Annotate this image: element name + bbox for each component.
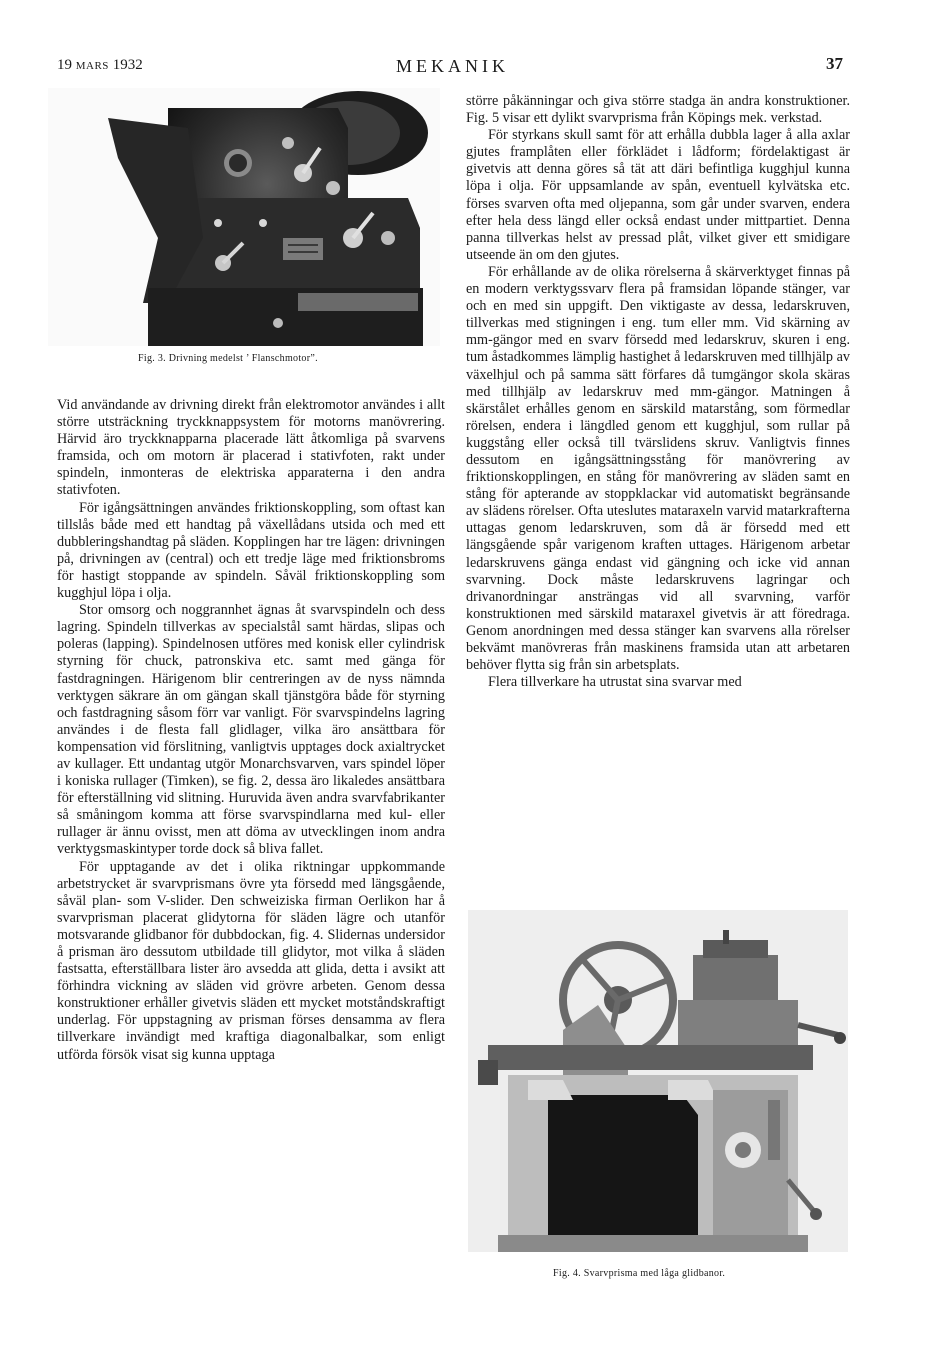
right-paragraph-1: För styrkans skull samt för att erhålla dubbla lager å alla axlar gjutes framplåten eller förklädet i lådform; fördelaktigast är givetvis att denna göres så tät att däri befintliga kugghjul kunna löpa i olja. För uppsamlande av spån, eventuell kylvätska etc. förses svarven ofta med oljepanna, som går under svarven, endera efter hela dess längd eller också endast under mittpartiet. Denna panna tillverkas helst av pressad plåt, vilket giver ett smidigare utseende än om den gjutes.: [466, 127, 850, 263]
right-column: [466, 93, 850, 691]
date-day: 19: [57, 57, 72, 73]
right-paragraph-2: För erhållande av de olika rörelserna å skärverktyget finnas på en modern verktygssvarv flera på framsidan löpande stänger, var och en med sin uppgift. Den viktigaste av dessa, ledarskruven, tillverkas med stigningen i eng. tum eller mm. Vid skärning av mm-gängor med en svarv försedd med ledarskruv, skuren i eng. tum åstadkommes lämplig hastighet å ledarskruven med tillhjälp av växelhjul och på samma sätt förfares då tumgängor skola skäras med tillhjälp av ledarskruv med mm-gängor. Matningen å skärstålet erhålles genom en särskild matarstång, som förmedlar rörelsen, endera i längdled genom ett kugghjul, som rullar på kuggstång eller också till tvärslidens skruv. Vanligtvis finnes dessutom en igångsättningsstång för manövrering av friktionskopplingen, en stång för manövrering av släden samt en stång för apterande av stoppklackar vid automatiskt begränsande av slädens rörelser. Ofta uteslutes mataraxeln varvid matarkrafterna uttagas genom ledarskruven, som då är försedd med ett längsgående spår varigenom kraften uttages. Härigenom arbetar ledarskruvens gänga endast vid gängning och icke vid annan svarvning. Dock måste ledarskruvens lagringar och drivanordningar ansträngas vid all svarvning, varför konstruktionen med särskild mataraxel givetvis är att föredraga. Genom anordningen med dessa stänger kan svarvens alla rörelser bekvämt manövreras från maskinens framsida utan att arbetaren behöver flytta sig från sin arbetsplats.: [466, 263, 850, 674]
date-month: mars: [75, 57, 109, 73]
left-paragraph-4: För upptagande av det i olika riktningar uppkommande arbetstrycket är svarvprismans övre yta försedd med längsgående, såväl plan- som V-slider. Den schweiziska firman Oerlikon har å svarvprisman placerat glidytorna för släden lägre och utanför motsvarande glidbanor för dubbdockan, fig. 4. Slidernas undersidor å prisman äro dessutom utbildade till glidytor, mot vilka å släden fastsatta, efterställbara lister äro avsedda att glida, detta i avsikt att förhindra vickning av släden vid grövre arbeten. Genom dessa konstruktioner erhåller givetvis släden ett mycket motståndskraftigt underlag. För uppstagning av prisman förses densamma av flera tillverkare invändigt med kraftiga diagonalbalkar, som enligt utförda försök visat sig kunna upptaga: [57, 858, 445, 1063]
left-paragraph-3: Stor omsorg och noggrannhet ägnas åt svarvspindeln och dess lagring. Spindeln tillverkas av specialstål samt härdas, slipas och poleras (lapping). Spindelnosen utföres med konisk eller cylindrisk styrning för chuck, patronskiva etc. samt med gänga för fastdragningen. Härigenom blir centreringen av de nyss nämnda verktygen säkrare än om gängan skall tjänstgöra både för styrning och fastdragning såsom förr var vanligt. För svarvspindelns lagring användes i de flesta fall glidlager, vilka äro ansättbara för kompensation vid förslitning, vanligtvis upptages dock axialtrycket av kullager. Ett undantag utgör Monarchsvarven, vars spindel löper i koniska rullager (Timken), se fig. 2, dessa äro likaledes ansättbara för efterställning vid slitning. Huruvida även andra svarvfabrikanter så småningom komma att förse svarvspindlarna med kul- eller rullager är ännu ovisst, men att döma av utvecklingen inom andra verktygsmaskintyper torde dock så bliva fallet.: [57, 602, 445, 858]
figure-4-caption: Fig. 4. Svarvprisma med låga glidbanor.: [553, 1268, 726, 1279]
left-column: [57, 397, 445, 1064]
figure-3-caption: Fig. 3. Drivning medelst ’ Flanschmotor”.: [138, 353, 318, 364]
lathe-bed-illustration: [468, 910, 848, 1252]
page-number: 37: [826, 54, 843, 73]
left-paragraph-2: För igångsättningen användes friktionskoppling, som oftast kan tillslås både med ett handtag på växellådans utsida och med ett dubbleringshandtag på släden. Kopplingen har tre lägen: drivningen på, drivningen av (central) och ett tredje läge med friktionsbroms för hastigt stoppande av spindeln. Såväl friktionskoppling som kugghjul löpa i olja.: [57, 499, 445, 602]
figure-4-photo: [468, 910, 848, 1252]
right-paragraph-0: större påkänningar och giva större stadga än andra konstruktioner. Fig. 5 visar ett dylikt svarvprisma från Köpings mek. verkstad.: [466, 93, 850, 127]
left-paragraph-1: Vid användande av drivning direkt från elektromotor användes i allt större utsträckning tryckknappsystem för motorns manövrering. Härvid äro tryckknapparna placerade lätt åtkomliga på svarvens framsida, och om motorn är placerad i stativfoten, rakt under spindeln, inmonteras de elektriska apparaterna i den andra stativfoten.: [57, 397, 445, 499]
right-paragraph-3: Flera tillverkare ha utrustat sina svarvar med: [488, 674, 742, 691]
headstock-illustration: [48, 88, 440, 346]
date-year: 1932: [112, 57, 143, 73]
journal-title: MEKANIK: [396, 56, 509, 76]
figure-3-photo: [48, 88, 440, 346]
running-header-date: [57, 57, 143, 74]
